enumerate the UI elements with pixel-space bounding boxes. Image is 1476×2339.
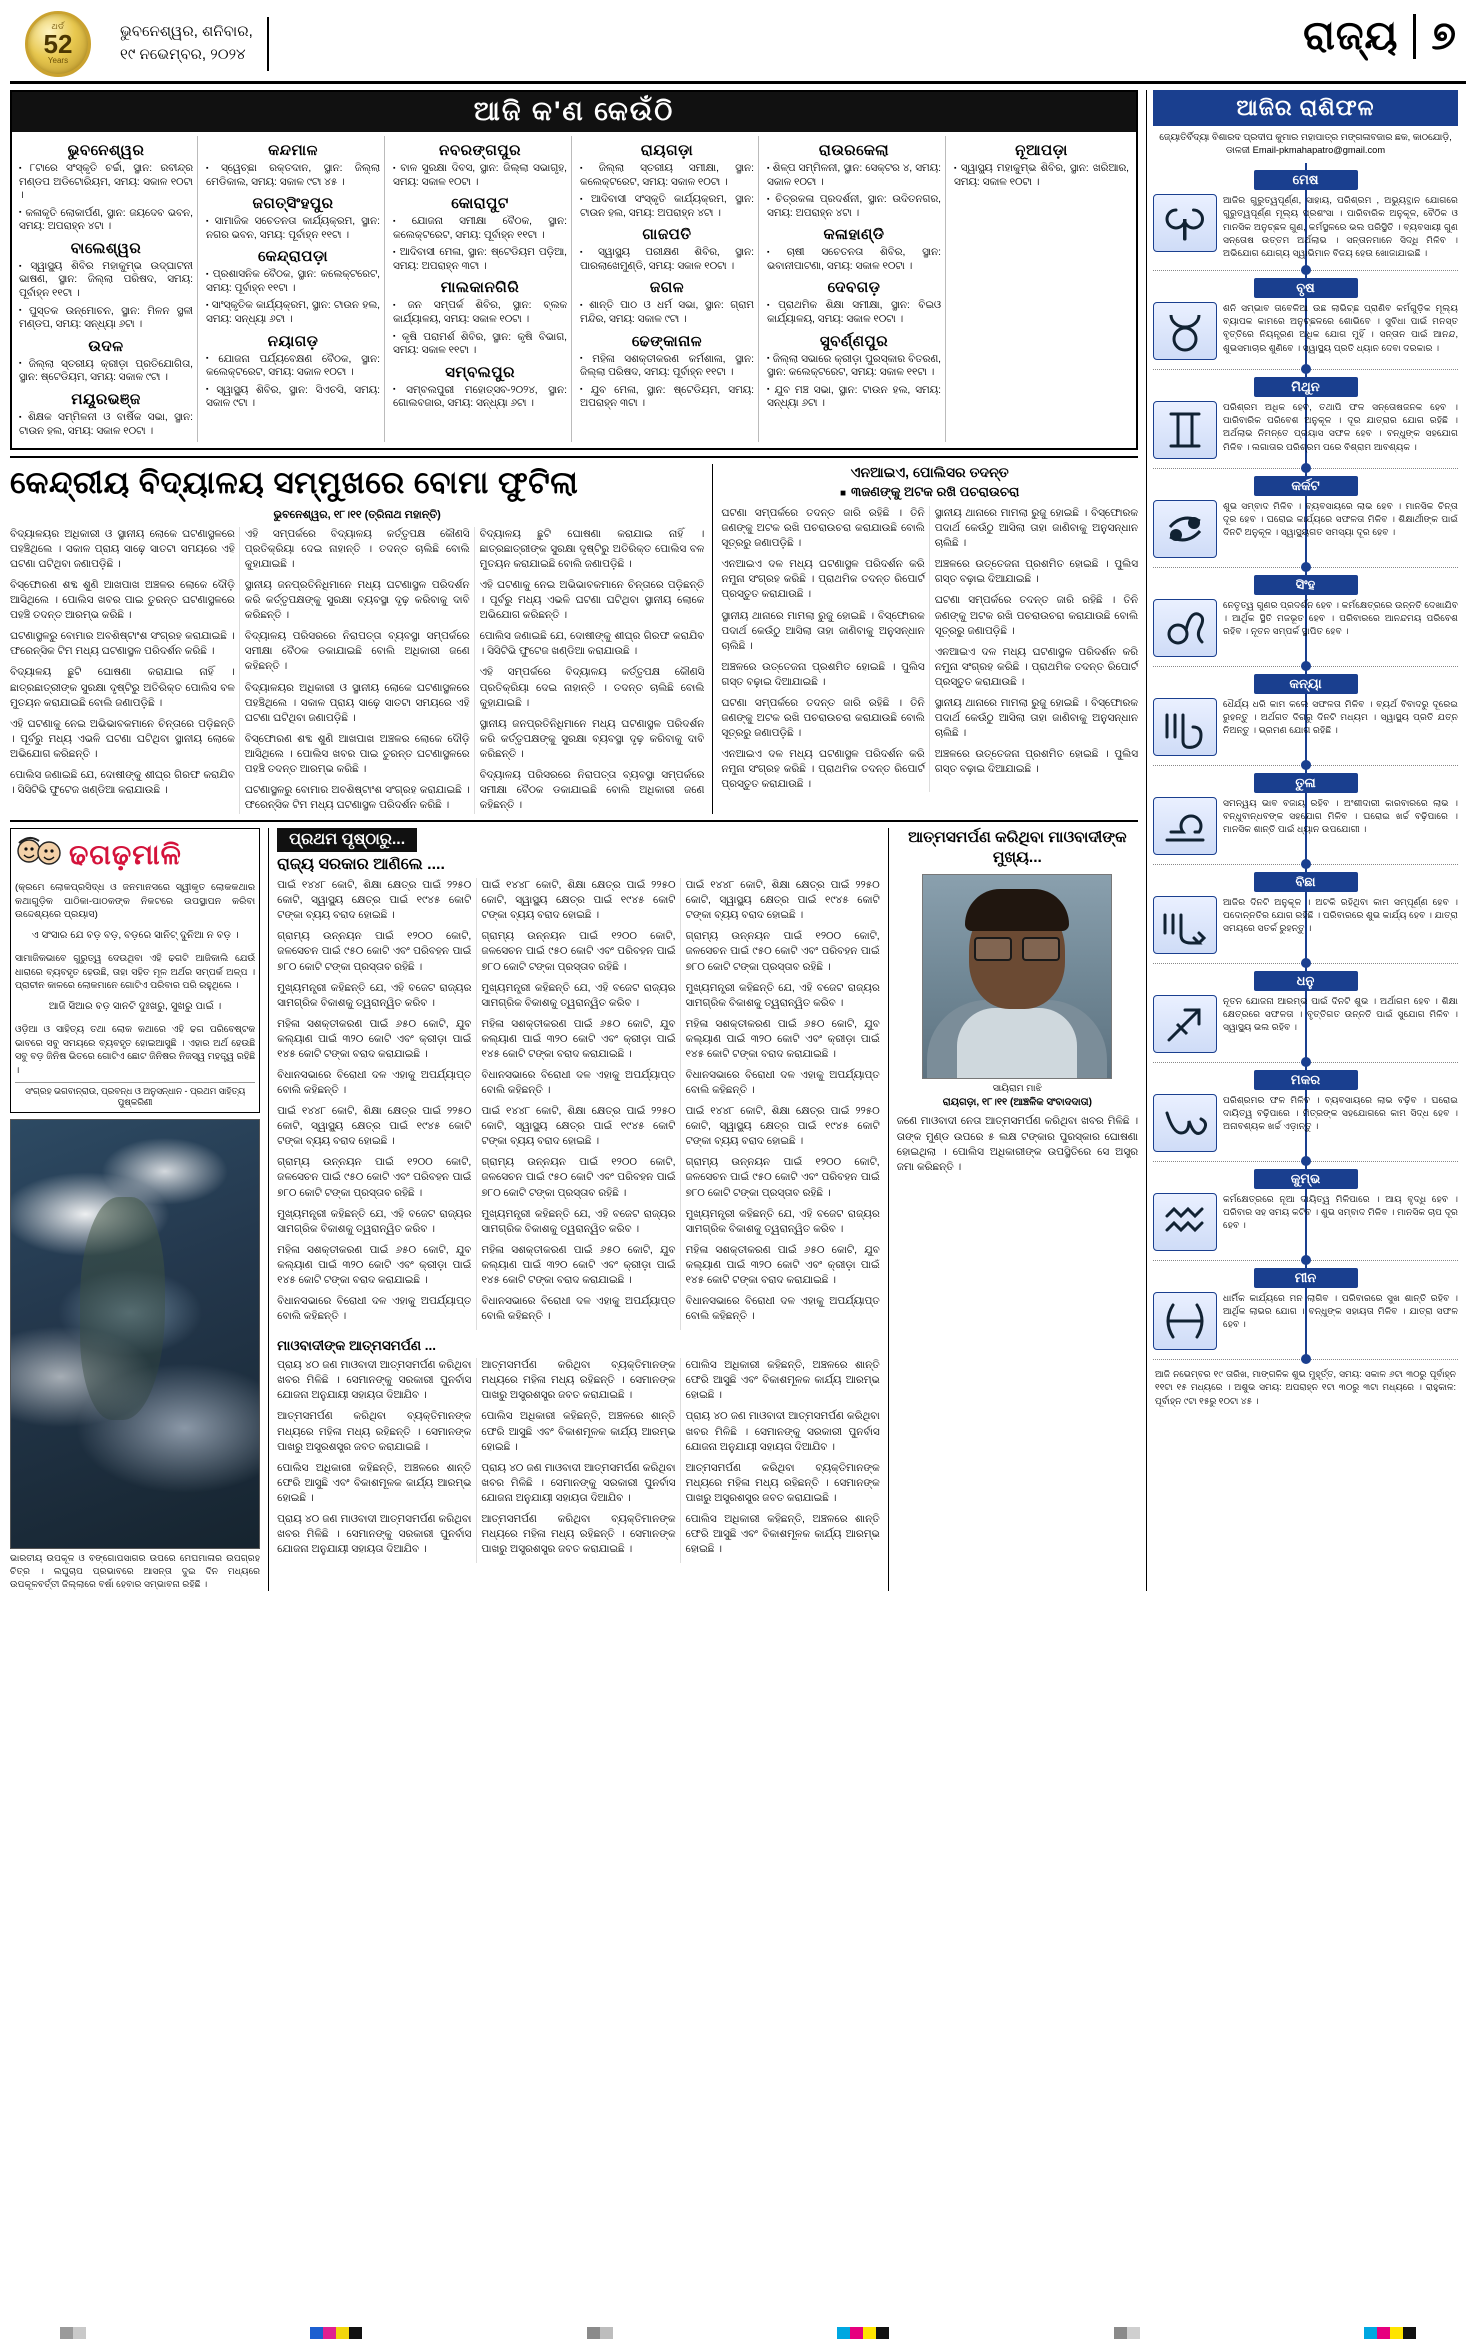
horoscope-astrologer-info: ଜ୍ୟୋତିର୍ବିଦ୍ୟା ବିଶାରଦ ପ୍ରଦୀପ କୁମାର ମହାପାତ୍ର ମଙ୍ଗଳାବଜାର ଛକ, କାଠଯୋଡ଼ି, ଡାଳଜୀ Email-pkmahapatro@gmail.com <box>1159 132 1452 156</box>
capricorn-icon <box>1153 1094 1217 1152</box>
paragraph: ଗ୍ରାମ୍ୟ ଉନ୍ନୟନ ପାଇଁ ୧୨୦୦ କୋଟି, ଜଳସେଚନ ପାଇଁ ୯୫୦ କୋଟି ଏବଂ ପରିବହନ ପାଇଁ ୭୮୦ କୋଟି ଟଙ୍କା ପ୍ରସ୍ତାବ ରହିଛି । <box>277 1157 472 1199</box>
paragraph: ଆତ୍ମସମର୍ପଣ କରିଥିବା ବ୍ୟକ୍ତିମାନଙ୍କ ମଧ୍ୟରେ ମହିଳା ମଧ୍ୟ ରହିଛନ୍ତି । ସେମାନଙ୍କ ପାଖରୁ ଅସ୍ତ୍ରଶସ୍ତ୍ର ଜବତ କରାଯାଇଛି । <box>481 1513 676 1556</box>
section-name: ରାଜ୍ୟ <box>1303 14 1399 58</box>
anniversary-badge <box>10 10 106 78</box>
zodiac-sign-text: ପରିଶ୍ରମ ଅଧିକ ହେବ, ତଥାପି ଫଳ ସନ୍ତୋଷଜନକ ହେବ । ପାରିବାରିକ ପରିବେଶ ଅନୁକୂଳ । ଦୂର ଯାତ୍ରାର ଯୋଗ ରହିଛି । ଅର୍ଥଲାଭ ନିମନ୍ତେ ପ୍ରୟାସ ସଫଳ ହେବ । ବନ୍ଧୁଙ୍କ ସହଯୋଗ ମିଳିବ । ଲଗାତାର ପରିଶ୍ରମ ପରେ ବିଶ୍ରାମ ଆବଶ୍ୟକ । <box>1223 401 1458 452</box>
aquarius-icon <box>1153 1193 1217 1251</box>
paragraph: ପ୍ରାୟ ୪୦ ଜଣ ମାଓବାଦୀ ଆତ୍ମସମର୍ପଣ କରିଥିବା ଖବର ମିଳିଛି । ସେମାନଙ୍କୁ ସରକାରୀ ପୁନର୍ବାସ ଯୋଜନା ଅନୁଯାୟୀ ସହାୟତା ଦିଆଯିବ । <box>685 1411 880 1453</box>
side-body <box>721 506 1138 792</box>
events-grid <box>12 132 1136 448</box>
dateline <box>106 17 269 71</box>
paragraph: ମହିଳା ସଶକ୍ତୀକରଣ ପାଇଁ ୬୫୦ କୋଟି, ଯୁବ କଲ୍ୟାଣ ପାଇଁ ୩୨୦ କୋଟି ଏବଂ କ୍ରୀଡ଼ା ପାଇଁ ୧୪୫ କୋଟି ଟଙ୍କା ବରାଦ କରାଯାଇଛି । <box>481 1018 676 1060</box>
sagittarius-icon <box>1153 995 1217 1053</box>
events-column <box>763 136 946 442</box>
zodiac-sign-text: ଧୈର୍ଯ୍ୟ ଧରି କାମ କଲେ ସଫଳତା ମିଳିବ । ବ୍ୟର୍ଥ ବିବାଦରୁ ଦୂରେଇ ରୁହନ୍ତୁ । ଅର୍ଥଗତ ଦିଗରୁ ଦିନଟି ମଧ୍ୟମ । ସ୍ୱାସ୍ଥ୍ୟ ପ୍ରତି ଯତ୍ନ ନିଅନ୍ତୁ । ଭ୍ରମଣ ଯୋଗ ରହିଛି । <box>1223 698 1458 736</box>
side-kicker: ଏନଆଇଏ, ପୋଲିସର ତଦନ୍ତ <box>850 464 1009 481</box>
event-item: ▪ ଯୁବ ମଞ୍ଚ ସଭା, ସ୍ଥାନ: ଟାଉନ ହଲ, ସମୟ: ସନ୍ଧ୍ୟା ୬ଟା । <box>767 384 941 411</box>
zodiac-sign-text: ନୂତନ ଯୋଜନା ଆରମ୍ଭ ପାଇଁ ଦିନଟି ଶୁଭ । ଅର୍ଥାଗମ ହେବ । ଶିକ୍ଷା କ୍ଷେତ୍ରରେ ସଫଳତା । ବୃତ୍ତିଗତ ଉନ୍ନତି ପାଇଁ ସୁଯୋଗ ମିଳିବ । ସ୍ୱାସ୍ଥ୍ୟ ଭଲ ରହିବ । <box>1223 995 1458 1033</box>
event-city-heading: ସମ୍ବଲପୁର <box>445 363 515 381</box>
event-item: ▪ ସ୍ୱେଚ୍ଛା ରକ୍ତଦାନ, ସ୍ଥାନ: ଜିଲ୍ଲା ମେଡିକାଲ, ସମୟ: ସକାଳ ୯ଟା ୪୫ । <box>206 162 380 189</box>
paragraph: ମୁଖ୍ୟମନ୍ତ୍ରୀ କହିଛନ୍ତି ଯେ, ଏହି ବଜେଟ ରାଜ୍ୟର ସାମଗ୍ରିକ ବିକାଶକୁ ତ୍ୱରାନ୍ୱିତ କରିବ । <box>481 982 676 1009</box>
event-city-heading: ନୟାଗଡ଼ <box>267 332 319 350</box>
paragraph: ମହିଳା ସଶକ୍ତୀକରଣ ପାଇଁ ୬୫୦ କୋଟି, ଯୁବ କଲ୍ୟାଣ ପାଇଁ ୩୨୦ କୋଟି ଏବଂ କ୍ରୀଡ଼ା ପାଇଁ ୧୪୫ କୋଟି ଟଙ୍କା ବରାଦ କରାଯାଇଛି । <box>481 1244 676 1286</box>
zodiac-sign-leo <box>1153 568 1458 667</box>
lead-headline: କେନ୍ଦ୍ରୀୟ ବିଦ୍ୟାଳୟ ସମ୍ମୁଖରେ ବୋମା ଫୁଟିଲା <box>10 465 579 501</box>
zodiac-sign-taurus <box>1153 271 1458 370</box>
cancer-icon <box>1153 500 1217 558</box>
event-city-heading: ସୁବର୍ଣ୍ଣପୁର <box>819 332 889 350</box>
continued-body-2 <box>277 1358 880 1563</box>
reg-group-4 <box>837 2327 889 2339</box>
paragraph: ବିଦ୍ୟାଳୟ ପରିସରରେ ନିରାପତ୍ତା ବ୍ୟବସ୍ଥା ସମ୍ପର୍କରେ ସମୀକ୍ଷା ବୈଠକ ଡକାଯାଇଛି ବୋଲି ଅଧିକାରୀ ଜଣେ କହିଛନ୍ତି । <box>479 769 705 812</box>
paragraph: ପୋଲିସ ଅଧିକାରୀ କହିଛନ୍ତି, ଅଞ୍ଚଳରେ ଶାନ୍ତି ଫେରି ଆସୁଛି ଏବଂ ବିକାଶମୂଳକ କାର୍ଯ୍ୟ ଆରମ୍ଭ ହୋଇଛି । <box>685 1513 880 1556</box>
paragraph: ଆତ୍ମସମର୍ପଣ କରିଥିବା ବ୍ୟକ୍ତିମାନଙ୍କ ମଧ୍ୟରେ ମହିଳା ମଧ୍ୟ ରହିଛନ୍ତି । ସେମାନଙ୍କ ପାଖରୁ ଅସ୍ତ୍ରଶସ୍ତ୍ର ଜବତ କରାଯାଇଛି । <box>277 1411 472 1453</box>
zodiac-sign-name: ବୃଷ <box>1254 278 1358 298</box>
paragraph: ବିଧାନସଭାରେ ବିରୋଧୀ ଦଳ ଏହାକୁ ଅପର୍ଯ୍ୟାପ୍ତ ବୋଲି କହିଛନ୍ତି । <box>277 1296 472 1323</box>
horoscope-title: ଆଜିର ରାଶିଫଳ <box>1153 90 1458 126</box>
paragraph: ବିଧାନସଭାରେ ବିରୋଧୀ ଦଳ ଏହାକୁ ଅପର୍ଯ୍ୟାପ୍ତ ବୋଲି କହିଛନ୍ତି । <box>685 1070 880 1097</box>
zodiac-sign-text: ଶନି ସମ୍ଭାବ ତାବେଳିଆ ଉଛ ଲାଭିଚ୍ଛ ପ୍ରାଣିବ କର୍ମଗୁଡ଼ିକ ମୂଲ୍ୟ ବ୍ୟାପକ କାମରେ ଅନୁଚ୍ଛଳରେ ଶୋଭିବେ । ସୁବିଧା ପାଇଁ ମନସ୍ତ ବୃତ୍ତିରେ ନିୟନ୍ତ୍ରଣ ଅଧିକ ଯୋଗ ମୁହିଁ । ସନ୍ତାନ ପାଇଁ ଆନନ୍ଦ, ଶୁଭସମାଚାର ଶୁଣିବେ । ସ୍ୱାସ୍ଥ୍ୟ ପ୍ରତି ଧ୍ୟାନ ଦେବା ଦରକାର । <box>1223 302 1458 353</box>
continued-story-column <box>268 828 880 1591</box>
paragraph: ବିସ୍ଫୋରଣ ଶବ୍ଦ ଶୁଣି ଆଖପାଖ ଅଞ୍ଚଳର ଲୋକେ ଦୌଡ଼ି ଆସିଥିଲେ । ପୋଲିସ ଖବର ପାଇ ତୁରନ୍ତ ଘଟଣାସ୍ଥଳରେ ପହଞ୍ଚି ତଦନ୍ତ ଆରମ୍ଭ କରିଛି । <box>244 733 470 775</box>
paragraph: ଏନଆଇଏ ଦଳ ମଧ୍ୟ ଘଟଣାସ୍ଥଳ ପରିଦର୍ଶନ କରି ନମୁନା ସଂଗ୍ରହ କରିଛି । ପ୍ରାଥମିକ ତଦନ୍ତ ରିପୋର୍ଟ ପ୍ରସ୍ତୁତ କରାଯାଉଛି । <box>721 559 925 601</box>
paragraph: ଘଟଣା ସମ୍ପର୍କରେ ତଦନ୍ତ ଜାରି ରହିଛି । ତିନି ଜଣଙ୍କୁ ଅଟକ ରଖି ପଚରାଉଚରା କରାଯାଉଛି ବୋଲି ସୂତ୍ରରୁ ଜଣାପଡ଼ିଛି । <box>721 508 925 550</box>
paragraph: ମହିଳା ସଶକ୍ତୀକରଣ ପାଇଁ ୬୫୦ କୋଟି, ଯୁବ କଲ୍ୟାଣ ପାଇଁ ୩୨୦ କୋଟି ଏବଂ କ୍ରୀଡ଼ା ପାଇଁ ୧୪୫ କୋଟି ଟଙ୍କା ବରାଦ କରାଯାଇଛି । <box>685 1244 880 1286</box>
paragraph: ଅଞ୍ଚଳରେ ଉତ୍ତେଜନା ପ୍ରଶମିତ ହୋଇଛି । ପୁଲିସ ଗସ୍ତ ବଢ଼ାଇ ଦିଆଯାଇଛି । <box>934 749 1138 776</box>
event-item: ▪ ୮ଟାରେ ସଂସ୍କୃତି ଚର୍ଚ୍ଚା, ସ୍ଥାନ: ରବୀନ୍ଦ୍ର ମଣ୍ଡପ ଅଡିଟୋରିୟମ, ସମୟ: ସକାଳ ୧୦ଟା । <box>19 162 193 203</box>
event-city-heading: କେନ୍ଦ୍ରାପଡ଼ା <box>257 248 329 266</box>
pisces-icon <box>1153 1292 1217 1350</box>
zodiac-sign-name: ମେଷ <box>1254 170 1358 190</box>
paragraph: ବିଦ୍ୟାଳୟର ଅଧିକାରୀ ଓ ସ୍ଥାନୀୟ ଲୋକେ ଘଟଣାସ୍ଥଳରେ ପହଞ୍ଚିଥିଲେ । ସକାଳ ପ୍ରାୟ ସାଢ଼େ ସାତଟା ସମୟରେ ଏହି ଘଟଣା ଘଟିଥିବା ଜଣାପଡ଼ିଛି । <box>10 528 235 570</box>
event-item: ▪ ସମ୍ବଲପୁରୀ ମହୋତ୍ସବ-୨୦୨୪, ସ୍ଥାନ: ଗୋଲବଜାର, ସମୟ: ସନ୍ଧ୍ୟା ୬ଟା । <box>393 384 567 411</box>
badge-years-label: Years <box>47 56 69 66</box>
paragraph: ଅଞ୍ଚଳରେ ଉତ୍ତେଜନା ପ୍ରଶମିତ ହୋଇଛି । ପୁଲିସ ଗସ୍ତ ବଢ଼ାଇ ଦିଆଯାଇଛି । <box>934 559 1138 586</box>
events-title: ଆଜି କ'ଣ କେଉଁଠି <box>12 92 1136 132</box>
paragraph: ପାଇଁ ୧୪୪୮ କୋଟି, ଶିକ୍ଷା କ୍ଷେତ୍ର ପାଇଁ ୨୨୫୦ କୋଟି, ସ୍ୱାସ୍ଥ୍ୟ କ୍ଷେତ୍ର ପାଇଁ ୧୯୪୫ କୋଟି ଟଙ୍କା ବ୍ୟୟ ବରାଦ ହୋଇଛି । <box>481 1106 676 1148</box>
cartoon-title: ଢଗଢ଼ମାଳି <box>69 838 182 870</box>
paragraph: ପୋଲିସ ଅଧିକାରୀ କହିଛନ୍ତି, ଅଞ୍ଚଳରେ ଶାନ୍ତି ଫେରି ଆସୁଛି ଏବଂ ବିକାଶମୂଳକ କାର୍ଯ୍ୟ ଆରମ୍ଭ ହୋଇଛି । <box>277 1462 472 1504</box>
paragraph: ମୁଖ୍ୟମନ୍ତ୍ରୀ କହିଛନ୍ତି ଯେ, ଏହି ବଜେଟ ରାଜ୍ୟର ସାମଗ୍ରିକ ବିକାଶକୁ ତ୍ୱରାନ୍ୱିତ କରିବ । <box>277 982 472 1009</box>
event-item: ▪ ଆଦିବାସୀ ମେଳା, ସ୍ଥାନ: ଷ୍ଟେଡିୟମ ପଡ଼ିଆ, ସମୟ: ଅପରାହ୍ନ ୩ଟା । <box>393 246 567 273</box>
events-column <box>202 136 385 442</box>
event-item: ▪ ଜିଲ୍ଲା ସ୍ତରୀୟ କ୍ରୀଡ଼ା ପ୍ରତିଯୋଗିତା, ସ୍ଥାନ: ଷ୍ଟେଡିୟମ, ସମୟ: ସକାଳ ୯ଟା । <box>19 358 193 385</box>
event-item: ▪ ବାଳ ସୁରକ୍ଷା ଦିବସ, ସ୍ଥାନ: ଜିଲ୍ଲା ସଭାଗୃହ, ସମୟ: ସକାଳ ୧୦ଟା । <box>393 162 567 189</box>
zodiac-sign-name: ମିଥୁନ <box>1254 377 1358 397</box>
event-item: ▪ ସ୍ୱାସ୍ଥ୍ୟ ଶିବିର ମହାକୁମ୍ଭ ଉଦ୍‌ଘାଟନୀ ଭାଷଣ, ସ୍ଥାନ: ଜିଲ୍ଲା ପରିଷଦ, ସମୟ: ପୂର୍ବାହ୍ନ ୧୧ଟା । <box>19 260 193 301</box>
paragraph: ସ୍ଥାନୀୟ ଜନପ୍ରତିନିଧିମାନେ ମଧ୍ୟ ଘଟଣାସ୍ଥଳ ପରିଦର୍ଶନ କରି କର୍ତ୍ତୃପକ୍ଷଙ୍କୁ ସୁରକ୍ଷା ବ୍ୟବସ୍ଥା ଦୃଢ଼ କରିବାକୁ ଦାବି କରିଛନ୍ତି । <box>244 580 470 622</box>
paragraph: ସ୍ଥାନୀୟ ଥାନାରେ ମାମଲା ରୁଜୁ ହୋଇଛି । ବିସ୍ଫୋରକ ପଦାର୍ଥ କେଉଁଠୁ ଆସିଲା ତାହା ଜାଣିବାକୁ ଅନୁସନ୍ଧାନ ଚାଲିଛି । <box>934 508 1138 550</box>
events-column <box>576 136 759 442</box>
event-city-heading: ମାଲକାନଗିରି <box>440 279 520 297</box>
zodiac-sign-name: କନ୍ୟା <box>1254 674 1358 694</box>
zodiac-sign-text: ଶୁଭ ସମ୍ବାଦ ମିଳିବ । ବ୍ୟବସାୟରେ ଲାଭ ହେବ । ମାନସିକ ଚିନ୍ତା ଦୂର ହେବ । ଘରୋଇ କାର୍ଯ୍ୟରେ ସଫଳତା ମିଳିବ । ଶିକ୍ଷାର୍ଥୀଙ୍କ ପାଇଁ ଦିନଟି ଅନୁକୂଳ । ସ୍ୱାସ୍ଥ୍ୟଗତ ସମସ୍ୟା ଦୂର ହେବ । <box>1223 500 1458 538</box>
event-item: ▪ ପ୍ରାଥମିକ ଶିକ୍ଷା ସମୀକ୍ଷା, ସ୍ଥାନ: ବିଇଓ କାର୍ଯ୍ୟାଳୟ, ସମୟ: ସକାଳ ୧୦ଟା । <box>767 299 941 326</box>
dateline-date: ୧୯ ନଭେମ୍ବର, ୨୦୨୪ <box>120 45 246 63</box>
spine-dot <box>1301 1354 1311 1364</box>
photo-dateline: ରାୟଗଡ଼ା, ୧୮।୧୧ (ଆଞ୍ଚଳିକ ସଂବାଦଦାତା) <box>942 1097 1092 1109</box>
scorpio-icon <box>1153 896 1217 954</box>
zodiac-sign-text: କର୍ମକ୍ଷେତ୍ରରେ ନୂଆ ଦାୟିତ୍ୱ ମିଳିପାରେ । ଆୟ ବୃଦ୍ଧି ହେବ । ପରିବାର ସହ ସମୟ କଟିବ । ଶୁଭ ସମ୍ବାଦ ମିଳିବ । ମାନସିକ ଚାପ ଦୂର ହେବ । <box>1223 1193 1458 1231</box>
photo-caption-name: ସାୟିରାମ ମାଝି <box>992 1083 1042 1095</box>
event-item: ▪ ଶିକ୍ଷକ ସମ୍ମିଳନୀ ଓ ବାର୍ଷିକ ସଭା, ସ୍ଥାନ: ଟାଉନ ହଲ, ସମୟ: ସକାଳ ୧୦ଟା । <box>19 411 193 438</box>
event-item: ▪ ସାଂସ୍କୃତିକ କାର୍ଯ୍ୟକ୍ରମ, ସ୍ଥାନ: ଟାଉନ ହଲ, ସମୟ: ସନ୍ଧ୍ୟା ୬ଟା । <box>206 299 380 326</box>
satellite-image <box>10 1119 260 1549</box>
paragraph: ବିଦ୍ୟାଳୟ ପରିସରରେ ନିରାପତ୍ତା ବ୍ୟବସ୍ଥା ସମ୍ପର୍କରେ ସମୀକ୍ଷା ବୈଠକ ଡକାଯାଇଛି ବୋଲି ଅଧିକାରୀ ଜଣେ କହିଛନ୍ତି । <box>244 631 470 673</box>
event-item: ▪ ଶିଳ୍ପ ସମ୍ମିଳନୀ, ସ୍ଥାନ: ସେକ୍ଟର ୪, ସମୟ: ସକାଳ ୧୦ଟା । <box>767 162 941 189</box>
zodiac-sign-aries <box>1153 163 1458 271</box>
event-item: ▪ କଳାକୃତି ଲୋକାର୍ପଣ, ସ୍ଥାନ: ଜୟଦେବ ଭବନ, ସମୟ: ଅପରାହ୍ନ ୪ଟା । <box>19 207 193 234</box>
reg-group-2 <box>310 2327 362 2339</box>
paragraph: ଘଟଣା ସମ୍ପର୍କରେ ତଦନ୍ତ ଜାରି ରହିଛି । ତିନି ଜଣଙ୍କୁ ଅଟକ ରଖି ପଚରାଉଚରା କରାଯାଉଛି ବୋଲି ସୂତ୍ରରୁ ଜଣାପଡ଼ିଛି । <box>934 595 1138 637</box>
event-item: ▪ ଯୋଜନା ସମୀକ୍ଷା ବୈଠକ, ସ୍ଥାନ: କଲେକ୍ଟରେଟ, ସମୟ: ପୂର୍ବାହ୍ନ ୧୧ଟା । <box>393 215 567 242</box>
zodiac-sign-aquarius <box>1153 1162 1458 1261</box>
events-column <box>950 136 1133 442</box>
continued-head-2: ମାଓବାଦୀଙ୍କ ଆତ୍ମସମର୍ପଣ ... <box>277 1338 437 1354</box>
paragraph: ମହିଳା ସଶକ୍ତୀକରଣ ପାଇଁ ୬୫୦ କୋଟି, ଯୁବ କଲ୍ୟାଣ ପାଇଁ ୩୨୦ କୋଟି ଏବଂ କ୍ରୀଡ଼ା ପାଇଁ ୧୪୫ କୋଟି ଟଙ୍କା ବରାଦ କରାଯାଇଛି । <box>277 1018 472 1060</box>
paragraph: ବିଧାନସଭାରେ ବିରୋଧୀ ଦଳ ଏହାକୁ ଅପର୍ଯ୍ୟାପ୍ତ ବୋଲି କହିଛନ୍ତି । <box>481 1296 676 1323</box>
event-item: ▪ ପୁସ୍ତକ ଉନ୍ମୋଚନ, ସ୍ଥାନ: ମିଳନ ସ୍ଥଳୀ ମଣ୍ଡପ, ସମୟ: ସନ୍ଧ୍ୟା ୬ଟା । <box>19 305 193 332</box>
zodiac-sign-pisces <box>1153 1261 1458 1360</box>
zodiac-sign-name: ମୀନ <box>1254 1268 1358 1288</box>
gemini-icon <box>1153 401 1217 459</box>
paragraph: ବିଧାନସଭାରେ ବିରୋଧୀ ଦଳ ଏହାକୁ ଅପର୍ଯ୍ୟାପ୍ତ ବୋଲି କହିଛନ୍ତି । <box>481 1070 676 1097</box>
zodiac-signs <box>1153 163 1458 1360</box>
paragraph: ପୋଲିସ ଜଣାଇଛି ଯେ, ଦୋଷୀଙ୍କୁ ଶୀଘ୍ର ଗିରଫ କରାଯିବ । ସିସିଟିଭି ଫୁଟେଜ ଖଣ୍ଡିଆ କରାଯାଉଛି । <box>479 631 705 658</box>
continued-body <box>277 878 880 1330</box>
reg-group-5 <box>1114 2327 1140 2339</box>
cartoon-faces-icon <box>15 833 63 877</box>
side-story <box>712 464 1138 814</box>
paragraph: ମୁଖ୍ୟମନ୍ତ୍ରୀ କହିଛନ୍ତି ଯେ, ଏହି ବଜେଟ ରାଜ୍ୟର ସାମଗ୍ରିକ ବିକାଶକୁ ତ୍ୱରାନ୍ୱିତ କରିବ । <box>481 1208 676 1235</box>
badge-top-label: ଥର୍ଡ <box>51 21 65 31</box>
leo-icon <box>1153 599 1217 657</box>
event-item: ▪ ଜିଲ୍ଲା ସଭାରେ କ୍ରୀଡ଼ା ପୁରସ୍କାର ବିତରଣ, ସ୍ଥାନ: କଲେକ୍ଟରେଟ, ସମୟ: ସକାଳ ୧୧ଟା । <box>767 353 941 380</box>
taurus-icon <box>1153 302 1217 360</box>
zodiac-sign-name: ବିଛା <box>1254 872 1358 892</box>
portrait-photo <box>922 874 1112 1079</box>
satellite-caption: ଭାରତୀୟ ଉପକୂଳ ଓ ବଙ୍ଗୋପସାଗର ଉପରେ ମେଘମାଳାର ଉପଗ୍ରହ ଚିତ୍ର । ଲଘୁଚାପ ପ୍ରଭାବରେ ଆସନ୍ତା ଦୁଇ ଦିନ ମଧ୍ୟରେ ଉପକୂଳବର୍ତ୍ତୀ ଜିଲ୍ଲାରେ ବର୍ଷା ହେବାର ସମ୍ଭାବନା ରହିଛି । <box>10 1553 261 1590</box>
paragraph: ଗ୍ରାମ୍ୟ ଉନ୍ନୟନ ପାଇଁ ୧୨୦୦ କୋଟି, ଜଳସେଚନ ପାଇଁ ୯୫୦ କୋଟି ଏବଂ ପରିବହନ ପାଇଁ ୭୮୦ କୋଟି ଟଙ୍କା ପ୍ରସ୍ତାବ ରହିଛି । <box>481 931 676 973</box>
zodiac-sign-name: କୁମ୍ଭ <box>1254 1169 1358 1189</box>
cartoon-note-2: ଓଡ଼ିଆ ଓ ସାହିତ୍ୟ ତଥା ଲୋକ କଥାରେ ଏହି ଢଗ ପରିବେଷ୍ଟକ ଭାବରେ ସବୁ ସମୟରେ ବ୍ୟବହୃତ ହୋଇଆସୁଛି । ଏହାର ଅର୍ଥ ହେଉଛି ସବୁ ବଡ଼ ଜିନିଷ ଭିତରେ ଗୋଟିଏ ଛୋଟ ଜିନିଷର ନିଜସ୍ୱ ମହତ୍ତ୍ୱ ରହିଛି । <box>15 1022 256 1075</box>
horoscope-footer: ଆଜି ନଭେମ୍ବର ୧୯ ତାରିଖ, ମାଙ୍ଗଳିକ ଶୁଭ ମୁହୂର୍ତ୍ତ, ସମୟ: ସକାଳ ୬ଟା ୩୦ରୁ ପୂର୍ବାହ୍ନ ୧୧ଟା ୧୫ ମଧ୍ୟରେ । ଅଶୁଭ ସମୟ: ଅପରାହ୍ନ ୧ଟା ୩୦ରୁ ୩ଟା ମଧ୍ୟରେ । ରାହୁକାଳ: ପୂର୍ବାହ୍ନ ୯ଟା ୧୫ରୁ ୧୦ଟା ୪୫ । <box>1155 1368 1456 1406</box>
event-city-heading: ରାୟଗଡ଼ା <box>640 142 694 159</box>
paragraph: ମହିଳା ସଶକ୍ତୀକରଣ ପାଇଁ ୬୫୦ କୋଟି, ଯୁବ କଲ୍ୟାଣ ପାଇଁ ୩୨୦ କୋଟି ଏବଂ କ୍ରୀଡ଼ା ପାଇଁ ୧୪୫ କୋଟି ଟଙ୍କା ବରାଦ କରାଯାଇଛି । <box>277 1244 472 1286</box>
horoscope-rail <box>1146 90 1458 1591</box>
paragraph: ପୋଲିସ ଅଧିକାରୀ କହିଛନ୍ତି, ଅଞ୍ଚଳରେ ଶାନ୍ତି ଫେରି ଆସୁଛି ଏବଂ ବିକାଶମୂଳକ କାର୍ଯ୍ୟ ଆରମ୍ଭ ହୋଇଛି । <box>481 1411 676 1453</box>
zodiac-sign-libra <box>1153 766 1458 865</box>
paragraph: ଆତ୍ମସମର୍ପଣ କରିଥିବା ବ୍ୟକ୍ତିମାନଙ୍କ ମଧ୍ୟରେ ମହିଳା ମଧ୍ୟ ରହିଛନ୍ତି । ସେମାନଙ୍କ ପାଖରୁ ଅସ୍ତ୍ରଶସ୍ତ୍ର ଜବତ କରାଯାଇଛି । <box>685 1462 880 1504</box>
masthead <box>10 6 1466 84</box>
events-column <box>389 136 572 442</box>
event-item: ▪ ଶାନ୍ତି ପାଠ ଓ ଧର୍ମ ସଭା, ସ୍ଥାନ: ଗ୍ରାମ ମନ୍ଦିର, ସମୟ: ସକାଳ ୯ଟା । <box>580 299 754 326</box>
paragraph: ଘଟଣାସ୍ଥଳରୁ ବୋମାର ଅବଶିଷ୍ଟାଂଶ ସଂଗ୍ରହ କରାଯାଇଛି । ଫରେନ୍‌ସିକ ଟିମ ମଧ୍ୟ ଘଟଣାସ୍ଥଳ ପରିଦର୍ଶନ କରିଛି । <box>10 631 235 658</box>
paragraph: ବିଦ୍ୟାଳୟ ଛୁଟି ଘୋଷଣା କରାଯାଇ ନାହିଁ । ଛାତ୍ରଛାତ୍ରୀଙ୍କ ସୁରକ୍ଷା ଦୃଷ୍ଟିରୁ ଅତିରିକ୍ତ ପୋଲିସ ବଳ ମୁତୟନ କରାଯାଇଛି ବୋଲି ଜଣାପଡ଼ିଛି । <box>10 667 235 709</box>
event-city-heading: ରାଉରକେଲା <box>818 142 890 159</box>
badge-number: 52 <box>43 28 73 59</box>
continued-head-1: ରାଜ୍ୟ ସରକାର ଆଣିଲେ .... <box>277 856 445 874</box>
section-title-block <box>1303 14 1456 59</box>
paragraph: ଘଟଣା ସମ୍ପର୍କରେ ତଦନ୍ତ ଜାରି ରହିଛି । ତିନି ଜଣଙ୍କୁ ଅଟକ ରଖି ପଚରାଉଚରା କରାଯାଉଛି ବୋଲି ସୂତ୍ରରୁ ଜଣାପଡ଼ିଛି । <box>721 697 925 740</box>
lead-byline: ଭୁବନେଶ୍ୱର, ୧୮।୧୧ (ତ୍ରିନାଥ ମହାନ୍ତି) <box>273 508 441 521</box>
event-city-heading: ଦେବଗଡ଼ <box>827 279 881 297</box>
event-item: ▪ ସ୍ୱାସ୍ଥ୍ୟ ଶିବିର, ସ୍ଥାନ: ସିଏଚସି, ସମୟ: ସକାଳ ୯ଟା । <box>206 384 380 411</box>
event-item: ▪ ଯୁବ ମେଳା, ସ୍ଥାନ: ଷ୍ଟେଡିୟମ, ସମୟ: ଅପରାହ୍ନ ୩ଟା । <box>580 384 754 411</box>
paragraph: ପ୍ରାୟ ୪୦ ଜଣ ମାଓବାଦୀ ଆତ୍ମସମର୍ପଣ କରିଥିବା ଖବର ମିଳିଛି । ସେମାନଙ୍କୁ ସରକାରୀ ପୁନର୍ବାସ ଯୋଜନା ଅନୁଯାୟୀ ସହାୟତା ଦିଆଯିବ । <box>481 1462 676 1504</box>
paragraph: ମୁଖ୍ୟମନ୍ତ୍ରୀ କହିଛନ୍ତି ଯେ, ଏହି ବଜେଟ ରାଜ୍ୟର ସାମଗ୍ରିକ ବିକାଶକୁ ତ୍ୱରାନ୍ୱିତ କରିବ । <box>685 1208 880 1235</box>
event-item: ▪ ଯୋଜନା ପର୍ଯ୍ୟବେକ୍ଷଣ ବୈଠକ, ସ୍ଥାନ: କଲେକ୍ଟରେଟ, ସମୟ: ସକାଳ ୧୦ଟା । <box>206 353 380 380</box>
paragraph: ବିଧାନସଭାରେ ବିରୋଧୀ ଦଳ ଏହାକୁ ଅପର୍ଯ୍ୟାପ୍ତ ବୋଲି କହିଛନ୍ତି । <box>277 1070 472 1097</box>
zodiac-sign-name: ସିଂହ <box>1254 575 1358 595</box>
paragraph: ଏହି ସମ୍ପର୍କରେ ବିଦ୍ୟାଳୟ କର୍ତ୍ତୃପକ୍ଷ କୌଣସି ପ୍ରତିକ୍ରିୟା ଦେଇ ନାହାନ୍ତି । ତଦନ୍ତ ଚାଲିଛି ବୋଲି କୁହାଯାଇଛି । <box>244 528 470 570</box>
reg-group-3 <box>587 2327 613 2339</box>
cartoon-credit: ସଂଗ୍ରହ ଭଗବାନ୍‌ରାଉ, ପ୍ରବନ୍ଧ ଓ ଅନୁସନ୍ଧାନ - ପ୍ରଥମ ସାହିତ୍ୟ ପୁଷ୍କରିଣୀ <box>15 1082 255 1108</box>
zodiac-sign-text: ଆଜିର ଦିନଟି ଅନୁକୂଳ । ଅଟକି ରହିଥିବା କାମ ସମ୍ପୂର୍ଣ୍ଣ ହେବ । ପଦୋନ୍ନତିର ଯୋଗ ରହିଛି । ପରିବାରରେ ଶୁଭ କାର୍ଯ୍ୟ ହେବ । ଯାତ୍ରା ସମୟରେ ସତର୍କ ରୁହନ୍ତୁ । <box>1223 896 1458 934</box>
aries-icon <box>1153 194 1217 252</box>
event-item: ▪ ଆଦିବାସୀ ସଂସ୍କୃତି କାର୍ଯ୍ୟକ୍ରମ, ସ୍ଥାନ: ଟାଉନ ହଲ, ସମୟ: ଅପରାହ୍ନ ୪ଟା । <box>580 193 754 220</box>
zodiac-sign-sagittarius <box>1153 964 1458 1063</box>
paragraph: ବିଦ୍ୟାଳୟ ଛୁଟି ଘୋଷଣା କରାଯାଇ ନାହିଁ । ଛାତ୍ରଛାତ୍ରୀଙ୍କ ସୁରକ୍ଷା ଦୃଷ୍ଟିରୁ ଅତିରିକ୍ତ ପୋଲିସ ବଳ ମୁତୟନ କରାଯାଇଛି ବୋଲି ଜଣାପଡ଼ିଛି । <box>479 528 705 570</box>
event-city-heading: କୋରାପୁଟ <box>451 195 509 213</box>
dhaga-dhamali-box <box>10 828 260 1113</box>
zodiac-sign-name: ଧନୁ <box>1254 971 1358 991</box>
zodiac-sign-capricorn <box>1153 1063 1458 1162</box>
event-item: ▪ ଚାଷୀ ସଚେତନତା ଶିବିର, ସ୍ଥାନ: ଭବାନୀପାଟଣା, ସମୟ: ସକାଳ ୧୦ଟା । <box>767 246 941 273</box>
event-city-heading: କଳାହାଣ୍ଡି <box>823 226 885 244</box>
photo-body: ଜଣେ ମାଓବାଦୀ ନେତା ଆତ୍ମସମର୍ପଣ କରିଥିବା ଖବର ମିଳିଛି । ତାଙ୍କ ମୁଣ୍ଡ ଉପରେ ୫ ଲକ୍ଷ ଟଙ୍କାର ପୁରସ୍କାର ଘୋଷଣା ହୋଇଥିଲା । ପୋଲିସ ଅଧିକାରୀଙ୍କ ଉପସ୍ଥିତିରେ ସେ ଅସ୍ତ୍ର ଜମା କରିଛନ୍ତି । <box>896 1116 1138 1173</box>
zodiac-sign-name: ତୁଳା <box>1254 773 1358 793</box>
dateline-place: ଭୁବନେଶ୍ୱର, ଶନିବାର, <box>120 23 253 40</box>
event-item: ▪ ସ୍ୱାସ୍ଥ୍ୟ ମହାକୁମ୍ଭ ଶିବିର, ସ୍ଥାନ: ଖରିଆର, ସମୟ: ସକାଳ ୧୦ଟା । <box>954 162 1129 189</box>
cartoon-note: ସାମାଜିକଭାବେ ଗୁରୁତ୍ୱ ଦେଉଥିବା ଏହି ଢଗଟି ଆଜିକାଲି ଯେଉଁ ଧାରାରେ ବ୍ୟବହୃତ ହେଉଛି, ତାହା ସହିତ ମୂଳ ଅର୍ଥର ସମ୍ପର୍କ ଅଳ୍ପ । ପ୍ରାଚୀନ କାଳରେ ଲୋକମାନେ ଗୋଟିଏ ପରିବାର ପରି ରହୁଥିଲେ । <box>15 952 256 991</box>
paragraph: ଗ୍ରାମ୍ୟ ଉନ୍ନୟନ ପାଇଁ ୧୨୦୦ କୋଟି, ଜଳସେଚନ ପାଇଁ ୯୫୦ କୋଟି ଏବଂ ପରିବହନ ପାଇଁ ୭୮୦ କୋଟି ଟଙ୍କା ପ୍ରସ୍ତାବ ରହିଛି । <box>685 931 880 973</box>
event-item: ▪ ଜିଲ୍ଲା ସ୍ତରୀୟ ସମୀକ୍ଷା, ସ୍ଥାନ: କଲେକ୍ଟରେଟ, ସମୟ: ସକାଳ ୧୦ଟା । <box>580 162 754 189</box>
event-city-heading: ଜଗତ୍‌ସିଂହପୁର <box>252 195 334 213</box>
lead-body <box>10 527 704 814</box>
continued-tag: ପ୍ରଥମ ପୃଷ୍ଠାରୁ... <box>277 828 417 852</box>
cartoon-caption: (କ୍ରମେ ଲୋକପ୍ରସିଦ୍ଧ ଓ ଜନମାନସରେ ସ୍ୱୀକୃତ ଲୋକକଥାର କଥାଗୁଡ଼ିକ ପାଠିକା-ପାଠକଙ୍କ ନିକଟରେ ଉପସ୍ଥାପନ କରିବା ଉଦ୍ଦେଶ୍ୟରେ ପ୍ରୟାସ) <box>15 882 256 920</box>
paragraph: ମୁଖ୍ୟମନ୍ତ୍ରୀ କହିଛନ୍ତି ଯେ, ଏହି ବଜେଟ ରାଜ୍ୟର ସାମଗ୍ରିକ ବିକାଶକୁ ତ୍ୱରାନ୍ୱିତ କରିବ । <box>277 1208 472 1235</box>
side-subhead: ■ ୩ଜଣଙ୍କୁ ଅଟକ ରଖି ପଚରାଉଚରା <box>721 484 1138 500</box>
zodiac-sign-text: ଧାର୍ମିକ କାର୍ଯ୍ୟରେ ମନ ଲାଗିବ । ପରିବାରରେ ସୁଖ ଶାନ୍ତି ରହିବ । ଆର୍ଥିକ ଲାଭର ଯୋଗ । ବନ୍ଧୁଙ୍କ ସହାୟତା ମିଳିବ । ଯାତ୍ରା ସଫଳ ହେବ । <box>1223 1292 1458 1330</box>
paragraph: ସ୍ଥାନୀୟ ଥାନାରେ ମାମଲା ରୁଜୁ ହୋଇଛି । ବିସ୍ଫୋରକ ପଦାର୍ଥ କେଉଁଠୁ ଆସିଲା ତାହା ଜାଣିବାକୁ ଅନୁସନ୍ଧାନ ଚାଲିଛି । <box>934 697 1138 740</box>
paragraph: ପାଇଁ ୧୪୪୮ କୋଟି, ଶିକ୍ଷା କ୍ଷେତ୍ର ପାଇଁ ୨୨୫୦ କୋଟି, ସ୍ୱାସ୍ଥ୍ୟ କ୍ଷେତ୍ର ପାଇଁ ୧୯୪୫ କୋଟି ଟଙ୍କା ବ୍ୟୟ ବରାଦ ହୋଇଛି । <box>277 880 472 922</box>
paragraph: ଏହି ଘଟଣାକୁ ନେଇ ଅଭିଭାବକମାନେ ଚିନ୍ତାରେ ପଡ଼ିଛନ୍ତି । ପୂର୍ବରୁ ମଧ୍ୟ ଏଭଳି ଘଟଣା ଘଟିଥିବା ସ୍ଥାନୀୟ ଲୋକେ ଅଭିଯୋଗ କରିଛନ୍ତି । <box>10 718 235 760</box>
cartoon-column <box>10 828 260 1591</box>
zodiac-sign-name: କର୍କଟ <box>1254 476 1358 496</box>
reg-group-6 <box>1364 2327 1416 2339</box>
lead-news-band <box>10 456 1138 814</box>
paragraph: ଏନଆଇଏ ଦଳ ମଧ୍ୟ ଘଟଣାସ୍ଥଳ ପରିଦର୍ଶନ କରି ନମୁନା ସଂଗ୍ରହ କରିଛି । ପ୍ରାଥମିକ ତଦନ୍ତ ରିପୋର୍ଟ ପ୍ରସ୍ତୁତ କରାଯାଉଛି । <box>721 749 925 791</box>
events-column <box>15 136 198 442</box>
paragraph: ବିଦ୍ୟାଳୟର ଅଧିକାରୀ ଓ ସ୍ଥାନୀୟ ଲୋକେ ଘଟଣାସ୍ଥଳରେ ପହଞ୍ଚିଥିଲେ । ସକାଳ ପ୍ରାୟ ସାଢ଼େ ସାତଟା ସମୟରେ ଏହି ଘଟଣା ଘଟିଥିବା ଜଣାପଡ଼ିଛି । <box>244 682 470 724</box>
event-city-heading: ନୂଆପଡ଼ା <box>1015 142 1068 159</box>
event-city-heading: ଗାଜପତି <box>642 226 692 244</box>
event-city-heading: ଢେଙ୍କାନାଳ <box>631 332 703 350</box>
zodiac-sign-text: ଆଜିର ଗୁରୁତ୍ୱପୂର୍ଣ୍ଣ, ସାହାୟ, ପରିଶ୍ରମ , ଅଭ୍ୟୁତ୍ଥାନ ଯୋଗରେ ଗୁରୁତ୍ୱପୂର୍ଣ୍ଣ ମୂଲ୍ୟ ପ୍ରଶଂସା । ପାରିବାରିକ ଅନୁକୂଳ, ବୈଠିକ ଓ ମାନସିକ ଅନୁଚ୍ଛଳ ଗୁଣ, କର୍ମସ୍ଥଳରେ ଭଲ ପରିସ୍ଥିତି । ବ୍ୟବସାୟୀ ଗୁଣ ସନ୍ତୋଷ ଉତ୍ତମ ଅର୍ଥଲାଭ । ସନ୍ତାନମାନେ ସିଦ୍ଧି ମିଳିବ । ଅଭିଯୋଗ ଯୋଗ୍ୟ ସ୍ୱାଭିମାନ ବିଜୟ ହେଉ ଖୋଜାଯାଇଛି । <box>1223 194 1458 259</box>
paragraph: ବିସ୍ଫୋରଣ ଶବ୍ଦ ଶୁଣି ଆଖପାଖ ଅଞ୍ଚଳର ଲୋକେ ଦୌଡ଼ି ଆସିଥିଲେ । ପୋଲିସ ଖବର ପାଇ ତୁରନ୍ତ ଘଟଣାସ୍ଥଳରେ ପହଞ୍ଚି ତଦନ୍ତ ଆରମ୍ଭ କରିଛି । <box>10 580 235 622</box>
paragraph: ପାଇଁ ୧୪୪୮ କୋଟି, ଶିକ୍ଷା କ୍ଷେତ୍ର ପାଇଁ ୨୨୫୦ କୋଟି, ସ୍ୱାସ୍ଥ୍ୟ କ୍ଷେତ୍ର ପାଇଁ ୧୯୪୫ କୋଟି ଟଙ୍କା ବ୍ୟୟ ବରାଦ ହୋଇଛି । <box>277 1106 472 1148</box>
event-city-heading: ଭୁବନେଶ୍ୱର <box>67 142 145 159</box>
event-item: ▪ ସାମାଜିକ ସଚେତନତା କାର୍ଯ୍ୟକ୍ରମ, ସ୍ଥାନ: ନଗର ଭବନ, ସମୟ: ପୂର୍ବାହ୍ନ ୧୧ଟା । <box>206 215 380 242</box>
cartoon-verse: ଏ ସଂସାର ଯେ ବଡ଼ ବଡ଼, ବଡ଼ରେ ସାନିଟ୍ ଦୁନିଆ ନ ବଡ଼ । <box>31 930 239 942</box>
zodiac-sign-text: ପରିଶ୍ରମର ଫଳ ମିଳିବ । ବ୍ୟବସାୟରେ ଲାଭ ବଢ଼ିବ । ଘରୋଇ ଦାୟିତ୍ୱ ବଢ଼ିପାରେ । ମିତ୍ରଙ୍କ ସହଯୋଗରେ କାମ ସିଦ୍ଧ ହେବ । ଅନାବଶ୍ୟକ ଖର୍ଚ୍ଚ ଏଡ଼ାନ୍ତୁ । <box>1223 1094 1458 1132</box>
paragraph: ଗ୍ରାମ୍ୟ ଉନ୍ନୟନ ପାଇଁ ୧୨୦୦ କୋଟି, ଜଳସେଚନ ପାଇଁ ୯୫୦ କୋଟି ଏବଂ ପରିବହନ ପାଇଁ ୭୮୦ କୋଟି ଟଙ୍କା ପ୍ରସ୍ତାବ ରହିଛି । <box>685 1157 880 1199</box>
paragraph: ପ୍ରାୟ ୪୦ ଜଣ ମାଓବାଦୀ ଆତ୍ମସମର୍ପଣ କରିଥିବା ଖବର ମିଳିଛି । ସେମାନଙ୍କୁ ସରକାରୀ ପୁନର୍ବାସ ଯୋଜନା ଅନୁଯାୟୀ ସହାୟତା ଦିଆଯିବ । <box>277 1513 472 1556</box>
event-city-heading: ବାଲେଶ୍ୱର <box>70 239 142 257</box>
horoscope-list <box>1153 163 1458 1360</box>
event-city-heading: ଉଦଳ <box>88 337 124 355</box>
paragraph: ମୁଖ୍ୟମନ୍ତ୍ରୀ କହିଛନ୍ତି ଯେ, ଏହି ବଜେଟ ରାଜ୍ୟର ସାମଗ୍ରିକ ବିକାଶକୁ ତ୍ୱରାନ୍ୱିତ କରିବ । <box>685 982 880 1009</box>
paragraph: ପ୍ରାୟ ୪୦ ଜଣ ମାଓବାଦୀ ଆତ୍ମସମର୍ପଣ କରିଥିବା ଖବର ମିଳିଛି । ସେମାନଙ୍କୁ ସରକାରୀ ପୁନର୍ବାସ ଯୋଜନା ଅନୁଯାୟୀ ସହାୟତା ଦିଆଯିବ । <box>277 1360 472 1402</box>
paragraph: ଏହି ସମ୍ପର୍କରେ ବିଦ୍ୟାଳୟ କର୍ତ୍ତୃପକ୍ଷ କୌଣସି ପ୍ରତିକ୍ରିୟା ଦେଇ ନାହାନ୍ତି । ତଦନ୍ତ ଚାଲିଛି ବୋଲି କୁହାଯାଇଛି । <box>479 667 705 709</box>
paragraph: ପାଇଁ ୧୪୪୮ କୋଟି, ଶିକ୍ଷା କ୍ଷେତ୍ର ପାଇଁ ୨୨୫୦ କୋଟି, ସ୍ୱାସ୍ଥ୍ୟ କ୍ଷେତ୍ର ପାଇଁ ୧୯୪୫ କୋଟି ଟଙ୍କା ବ୍ୟୟ ବରାଦ ହୋଇଛି । <box>685 1106 880 1148</box>
event-city-heading: କନ୍ଦମାଳ <box>268 142 318 159</box>
paragraph: ଗ୍ରାମ୍ୟ ଉନ୍ନୟନ ପାଇଁ ୧୨୦୦ କୋଟି, ଜଳସେଚନ ପାଇଁ ୯୫୦ କୋଟି ଏବଂ ପରିବହନ ପାଇଁ ୭୮୦ କୋଟି ଟଙ୍କା ପ୍ରସ୍ତାବ ରହିଛି । <box>481 1157 676 1199</box>
reg-group-1 <box>60 2327 86 2339</box>
event-item: ▪ ଜନ ସମ୍ପର୍କ ଶିବିର, ସ୍ଥାନ: ବ୍ଲକ କାର୍ଯ୍ୟାଳୟ, ସମୟ: ସକାଳ ୧୦ଟା । <box>393 299 567 326</box>
paragraph: ପୋଲିସ ଅଧିକାରୀ କହିଛନ୍ତି, ଅଞ୍ଚଳରେ ଶାନ୍ତି ଫେରି ଆସୁଛି ଏବଂ ବିକାଶମୂଳକ କାର୍ଯ୍ୟ ଆରମ୍ଭ ହୋଇଛି । <box>685 1360 880 1402</box>
paragraph: ବିଧାନସଭାରେ ବିରୋଧୀ ଦଳ ଏହାକୁ ଅପର୍ଯ୍ୟାପ୍ତ ବୋଲି କହିଛନ୍ତି । <box>685 1296 880 1323</box>
libra-icon <box>1153 797 1217 855</box>
event-item: ▪ କୃଷି ପରାମର୍ଶ ଶିବିର, ସ୍ଥାନ: କୃଷି ବିଭାଗ, ସମୟ: ସକାଳ ୧୧ଟା । <box>393 331 567 358</box>
cartoon-verse-2: ଆଜି ସିଆର ବଡ଼ ସାନଟି ଦୁଃଖରୁ, ସୁଖରୁ ପାଇଁ । <box>48 1001 222 1013</box>
paragraph: ପାଇଁ ୧୪୪୮ କୋଟି, ଶିକ୍ଷା କ୍ଷେତ୍ର ପାଇଁ ୨୨୫୦ କୋଟି, ସ୍ୱାସ୍ଥ୍ୟ କ୍ଷେତ୍ର ପାଇଁ ୧୯୪୫ କୋଟି ଟଙ୍କା ବ୍ୟୟ ବରାଦ ହୋଇଛି । <box>481 880 676 922</box>
paragraph: ପାଇଁ ୧୪୪୮ କୋଟି, ଶିକ୍ଷା କ୍ଷେତ୍ର ପାଇଁ ୨୨୫୦ କୋଟି, ସ୍ୱାସ୍ଥ୍ୟ କ୍ଷେତ୍ର ପାଇଁ ୧୯୪୫ କୋଟି ଟଙ୍କା ବ୍ୟୟ ବରାଦ ହୋଇଛି । <box>685 880 880 922</box>
event-city-heading: ନବରଙ୍ଗପୁର <box>439 142 521 159</box>
event-item: ▪ ପ୍ରଶାସନିକ ବୈଠକ, ସ୍ଥାନ: କଲେକ୍ଟରେଟ, ସମୟ: ପୂର୍ବାହ୍ନ ୧୧ଟା । <box>206 268 380 295</box>
event-item: ▪ ଚିତ୍ରକଳା ପ୍ରଦର୍ଶନୀ, ସ୍ଥାନ: ଉଦିତନଗର, ସମୟ: ଅପରାହ୍ନ ୪ଟା । <box>767 193 941 220</box>
lower-band <box>10 820 1138 1591</box>
zodiac-sign-gemini <box>1153 370 1458 469</box>
event-item: ▪ ସ୍ୱାସ୍ଥ୍ୟ ପରୀକ୍ଷଣ ଶିବିର, ସ୍ଥାନ: ପାରଲାଖେମୁଣ୍ଡି, ସମୟ: ସକାଳ ୧୦ଟା । <box>580 246 754 273</box>
lead-story <box>10 464 704 814</box>
zodiac-sign-text: ନେତୃତ୍ୱ ଗୁଣର ପ୍ରଦର୍ଶନ ହେବ । କର୍ମକ୍ଷେତ୍ରରେ ଉନ୍ନତି ଦେଖାଯିବ । ଆର୍ଥିକ ସ୍ଥିତି ମଜଭୂତ ହେବ । ପରିବାରରେ ଆନନ୍ଦମୟ ପରିବେଶ ରହିବ । ନୂତନ ସମ୍ପର୍କ ସ୍ଥାପିତ ହେବ । <box>1223 599 1458 637</box>
zodiac-sign-scorpio <box>1153 865 1458 964</box>
page-number: ୭ <box>1413 14 1456 59</box>
event-city-heading: ମୟୂରଭଞ୍ଜ <box>71 390 141 408</box>
zodiac-sign-text: ସମନ୍ୱୟ ଭାବ ବଜାୟ ରହିବ । ଅଂଶୀଦାରୀ କାରବାରରେ ଲାଭ । ବନ୍ଧୁବାନ୍ଧବଙ୍କ ସହଯୋଗ ମିଳିବ । ଘରୋଇ ଖର୍ଚ୍ଚ ବଢ଼ିପାରେ । ମାନସିକ ଶାନ୍ତି ପାଇଁ ଧ୍ୟାନ ଉପଯୋଗୀ । <box>1223 797 1458 835</box>
events-listing-block <box>10 90 1138 450</box>
paragraph: ମହିଳା ସଶକ୍ତୀକରଣ ପାଇଁ ୬୫୦ କୋଟି, ଯୁବ କଲ୍ୟାଣ ପାଇଁ ୩୨୦ କୋଟି ଏବଂ କ୍ରୀଡ଼ା ପାଇଁ ୧୪୫ କୋଟି ଟଙ୍କା ବରାଦ କରାଯାଇଛି । <box>685 1018 880 1060</box>
event-item: ▪ ମହିଳା ସଶକ୍ତୀକରଣ କର୍ମଶାଳା, ସ୍ଥାନ: ଜିଲ୍ଲା ପରିଷଦ, ସମୟ: ପୂର୍ବାହ୍ନ ୧୧ଟା । <box>580 353 754 380</box>
paragraph: ଏନଆଇଏ ଦଳ ମଧ୍ୟ ଘଟଣାସ୍ଥଳ ପରିଦର୍ଶନ କରି ନମୁନା ସଂଗ୍ରହ କରିଛି । ପ୍ରାଥମିକ ତଦନ୍ତ ରିପୋର୍ଟ ପ୍ରସ୍ତୁତ କରାଯାଉଛି । <box>934 646 1138 688</box>
zodiac-sign-cancer <box>1153 469 1458 568</box>
virgo-icon <box>1153 698 1217 756</box>
paragraph: ପୋଲିସ ଜଣାଇଛି ଯେ, ଦୋଷୀଙ୍କୁ ଶୀଘ୍ର ଗିରଫ କରାଯିବ । ସିସିଟିଭି ଫୁଟେଜ ଖଣ୍ଡିଆ କରାଯାଉଛି । <box>10 769 235 797</box>
photo-headline: ଆତ୍ମସମର୍ପଣ କରିଥିବା ମାଓବାଦୀଙ୍କ ମୁଖ୍ୟ... <box>908 829 1127 867</box>
paragraph: ଆତ୍ମସମର୍ପଣ କରିଥିବା ବ୍ୟକ୍ତିମାନଙ୍କ ମଧ୍ୟରେ ମହିଳା ମଧ୍ୟ ରହିଛନ୍ତି । ସେମାନଙ୍କ ପାଖରୁ ଅସ୍ତ୍ରଶସ୍ତ୍ର ଜବତ କରାଯାଇଛି । <box>481 1360 676 1402</box>
print-registration-bar <box>0 2325 1476 2339</box>
zodiac-sign-name: ମକର <box>1254 1070 1358 1090</box>
paragraph: ସ୍ଥାନୀୟ ଥାନାରେ ମାମଲା ରୁଜୁ ହୋଇଛି । ବିସ୍ଫୋରକ ପଦାର୍ଥ କେଉଁଠୁ ଆସିଲା ତାହା ଜାଣିବାକୁ ଅନୁସନ୍ଧାନ ଚାଲିଛି । <box>721 610 925 652</box>
paragraph: ଘଟଣାସ୍ଥଳରୁ ବୋମାର ଅବଶିଷ୍ଟାଂଶ ସଂଗ୍ରହ କରାଯାଇଛି । ଫରେନ୍‌ସିକ ଟିମ ମଧ୍ୟ ଘଟଣାସ୍ଥଳ ପରିଦର୍ଶନ କରିଛି । <box>244 785 470 812</box>
paragraph: ଏହି ଘଟଣାକୁ ନେଇ ଅଭିଭାବକମାନେ ଚିନ୍ତାରେ ପଡ଼ିଛନ୍ତି । ପୂର୍ବରୁ ମଧ୍ୟ ଏଭଳି ଘଟଣା ଘଟିଥିବା ସ୍ଥାନୀୟ ଲୋକେ ଅଭିଯୋଗ କରିଛନ୍ତି । <box>479 580 705 622</box>
left-content-zone <box>10 90 1138 1591</box>
photo-column <box>888 828 1138 1591</box>
paragraph: ଅଞ୍ଚଳରେ ଉତ୍ତେଜନା ପ୍ରଶମିତ ହୋଇଛି । ପୁଲିସ ଗସ୍ତ ବଢ଼ାଇ ଦିଆଯାଇଛି । <box>721 661 925 688</box>
paragraph: ଗ୍ରାମ୍ୟ ଉନ୍ନୟନ ପାଇଁ ୧୨୦୦ କୋଟି, ଜଳସେଚନ ପାଇଁ ୯୫୦ କୋଟି ଏବଂ ପରିବହନ ପାଇଁ ୭୮୦ କୋଟି ଟଙ୍କା ପ୍ରସ୍ତାବ ରହିଛି । <box>277 931 472 973</box>
paragraph: ସ୍ଥାନୀୟ ଜନପ୍ରତିନିଧିମାନେ ମଧ୍ୟ ଘଟଣାସ୍ଥଳ ପରିଦର୍ଶନ କରି କର୍ତ୍ତୃପକ୍ଷଙ୍କୁ ସୁରକ୍ଷା ବ୍ୟବସ୍ଥା ଦୃଢ଼ କରିବାକୁ ଦାବି କରିଛନ୍ତି । <box>479 718 705 760</box>
zodiac-sign-virgo <box>1153 667 1458 766</box>
event-city-heading: ଜଗଳ <box>649 279 685 297</box>
